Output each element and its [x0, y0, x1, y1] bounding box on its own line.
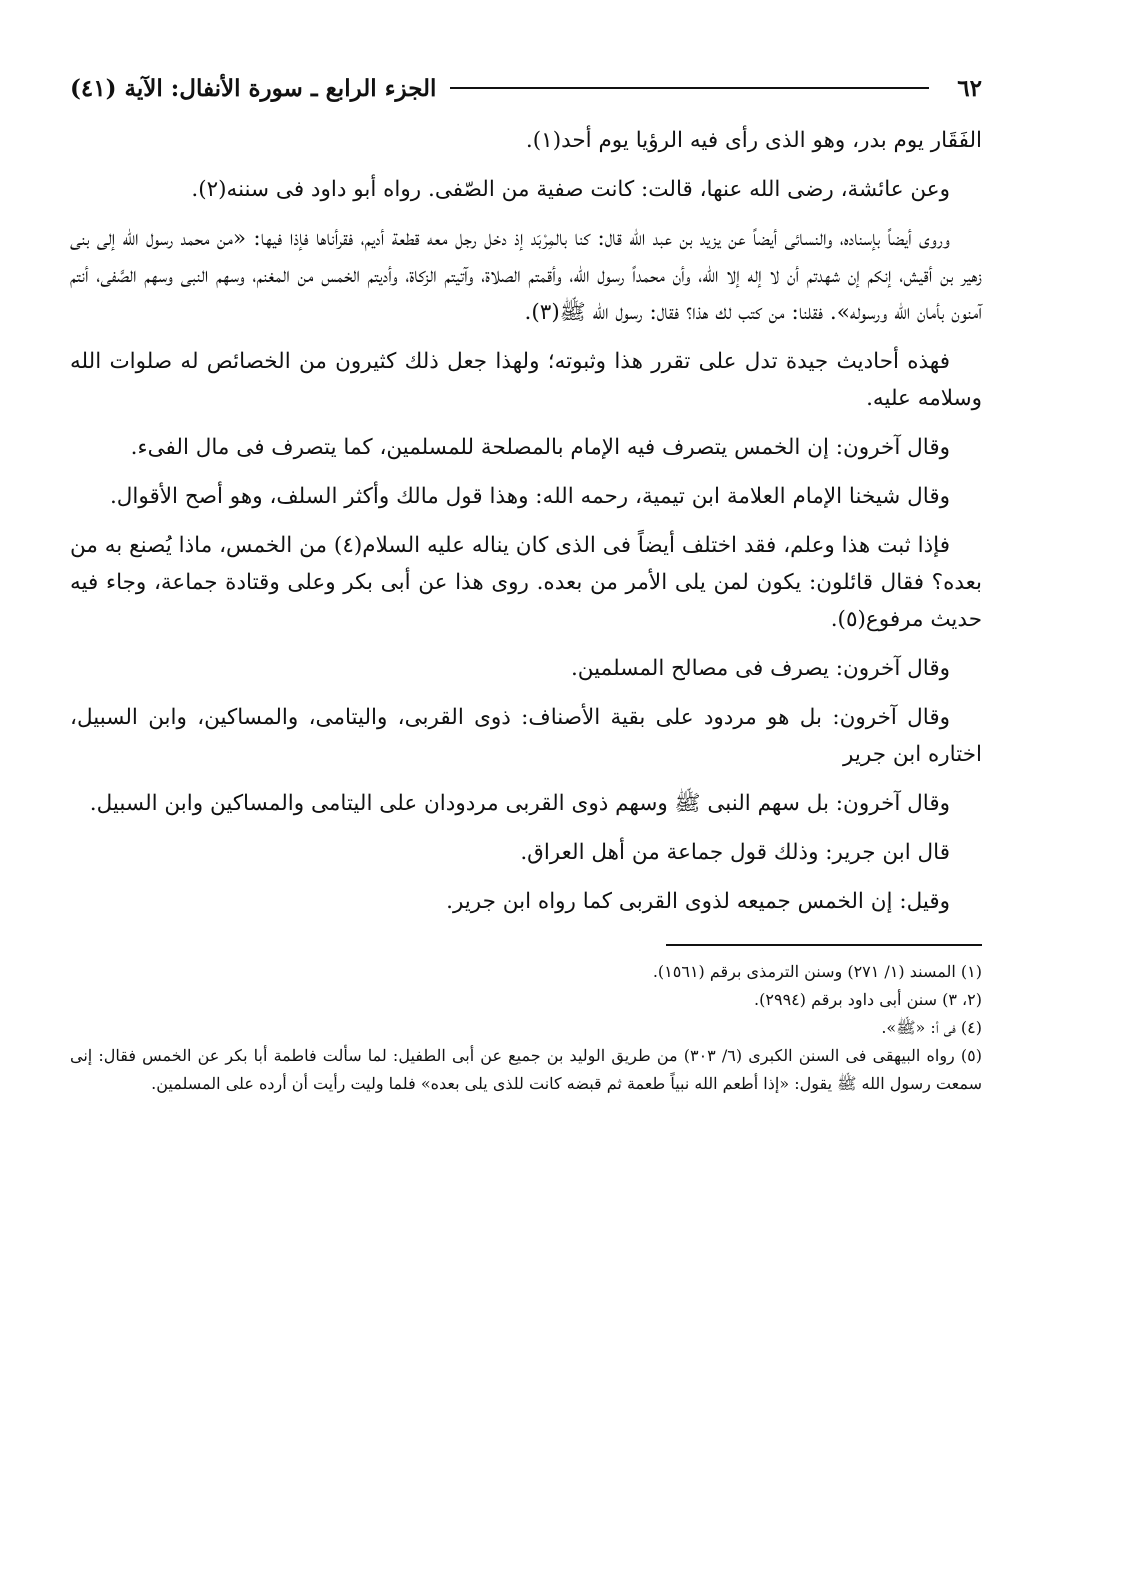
footnote: (٢، ٣) سنن أبى داود برقم (٢٩٩٤). [754, 990, 982, 1009]
footnote-rule [666, 944, 982, 946]
paragraph: الفَقَار يوم بدر، وهو الذى رأى فيه الرؤيا يوم أحد(١). [525, 128, 982, 153]
paragraph: وقال شيخنا الإمام العلامة ابن تيمية، رحمه الله: وهذا قول مالك وأكثر السلف، وهو أصح الأقوال. [109, 484, 950, 509]
page-number: ٦٢ [957, 74, 982, 102]
paragraph: فإذا ثبت هذا وعلم، فقد اختلف أيضاً فى الذى كان يناله عليه السلام(٤) من الخمس، ماذا يُصنع به من بعده؟ فقال قائلون: يكون لمن يلى الأمر من بعده. روى هذا عن أبى بكر وعلى وقتادة جماعة، وجاء فيه حديث مرفوع(٥). [70, 533, 982, 632]
header-rule [450, 87, 929, 89]
paragraph: وقال آخرون: يصرف فى مصالح المسلمين. [570, 656, 950, 681]
paragraph: وروى أيضاً بإسناده، والنسائى أيضاً عن يزيد بن عبد الله قال: كنا بالمِرْبَد إذ دخل رجل معه قطعة أديم، فقرأناها فإذا فيها: «من محمد رسول الله إلى بنى زهير بن أقيش، إنكم إن شهدتم أن لا إله إلا الله، وأن محمداً رسول الله، وأقمتم الصلاة، وآتيتم الزكاة، وأديتم الخمس من المغنم، وسهم النبى وسهم الصَّفى، أنتم آمنون بأمان الله ورسوله». فقلنا: من كتب لك هذا؟ فقال: رسول الله ﷺ(٣). [70, 226, 982, 325]
footnote: (٥) رواه البيهقى فى السنن الكبرى (٦/ ٣٠٣) من طريق الوليد بن جميع عن أبى الطفيل: لما سألت فاطمة أبا بكر عن الخمس فقال: إنى سمعت رسول الله ﷺ يقول: «إذا أطعم الله نبياً طعمة ثم قبضه كانت للذى يلى بعده» فلما وليت رأيت أن أرده على المسلمين. [70, 1046, 982, 1093]
footnote: (٤) فى أ: «ﷺ». [881, 1018, 982, 1037]
paragraph: فهذه أحاديث جيدة تدل على تقرر هذا وثبوته؛ ولهذا جعل ذلك كثيرون من الخصائص له صلوات الله وسلامه عليه. [70, 349, 982, 411]
main-text [70, 122, 982, 920]
footnotes [70, 958, 982, 1098]
paragraph: وقيل: إن الخمس جميعه لذوى القربى كما رواه ابن جرير. [446, 889, 950, 914]
footnote: (١) المسند (١/ ٢٧١) وسنن الترمذى برقم (١٥٦١). [652, 962, 982, 981]
paragraph: وقال آخرون: بل سهم النبى ﷺ وسهم ذوى القربى مردودان على اليتامى والمساكين وابن السبيل. [89, 791, 950, 816]
paragraph: وقال آخرون: بل هو مردود على بقية الأصناف: ذوى القربى، واليتامى، والمساكين، وابن السبيل، اختاره ابن جرير [70, 705, 982, 767]
paragraph: قال ابن جرير: وذلك قول جماعة من أهل العراق. [520, 840, 950, 865]
running-title: الجزء الرابع ـ سورة الأنفال: الآية (٤١) [70, 74, 437, 102]
paragraph: وعن عائشة، رضى الله عنها، قالت: كانت صفية من الصّفى. رواه أبو داود فى سننه(٢). [191, 177, 950, 202]
paragraph: وقال آخرون: إن الخمس يتصرف فيه الإمام بالمصلحة للمسلمين، كما يتصرف فى مال الفىء. [130, 435, 950, 460]
page-header [70, 70, 982, 106]
book-page [70, 70, 982, 1570]
